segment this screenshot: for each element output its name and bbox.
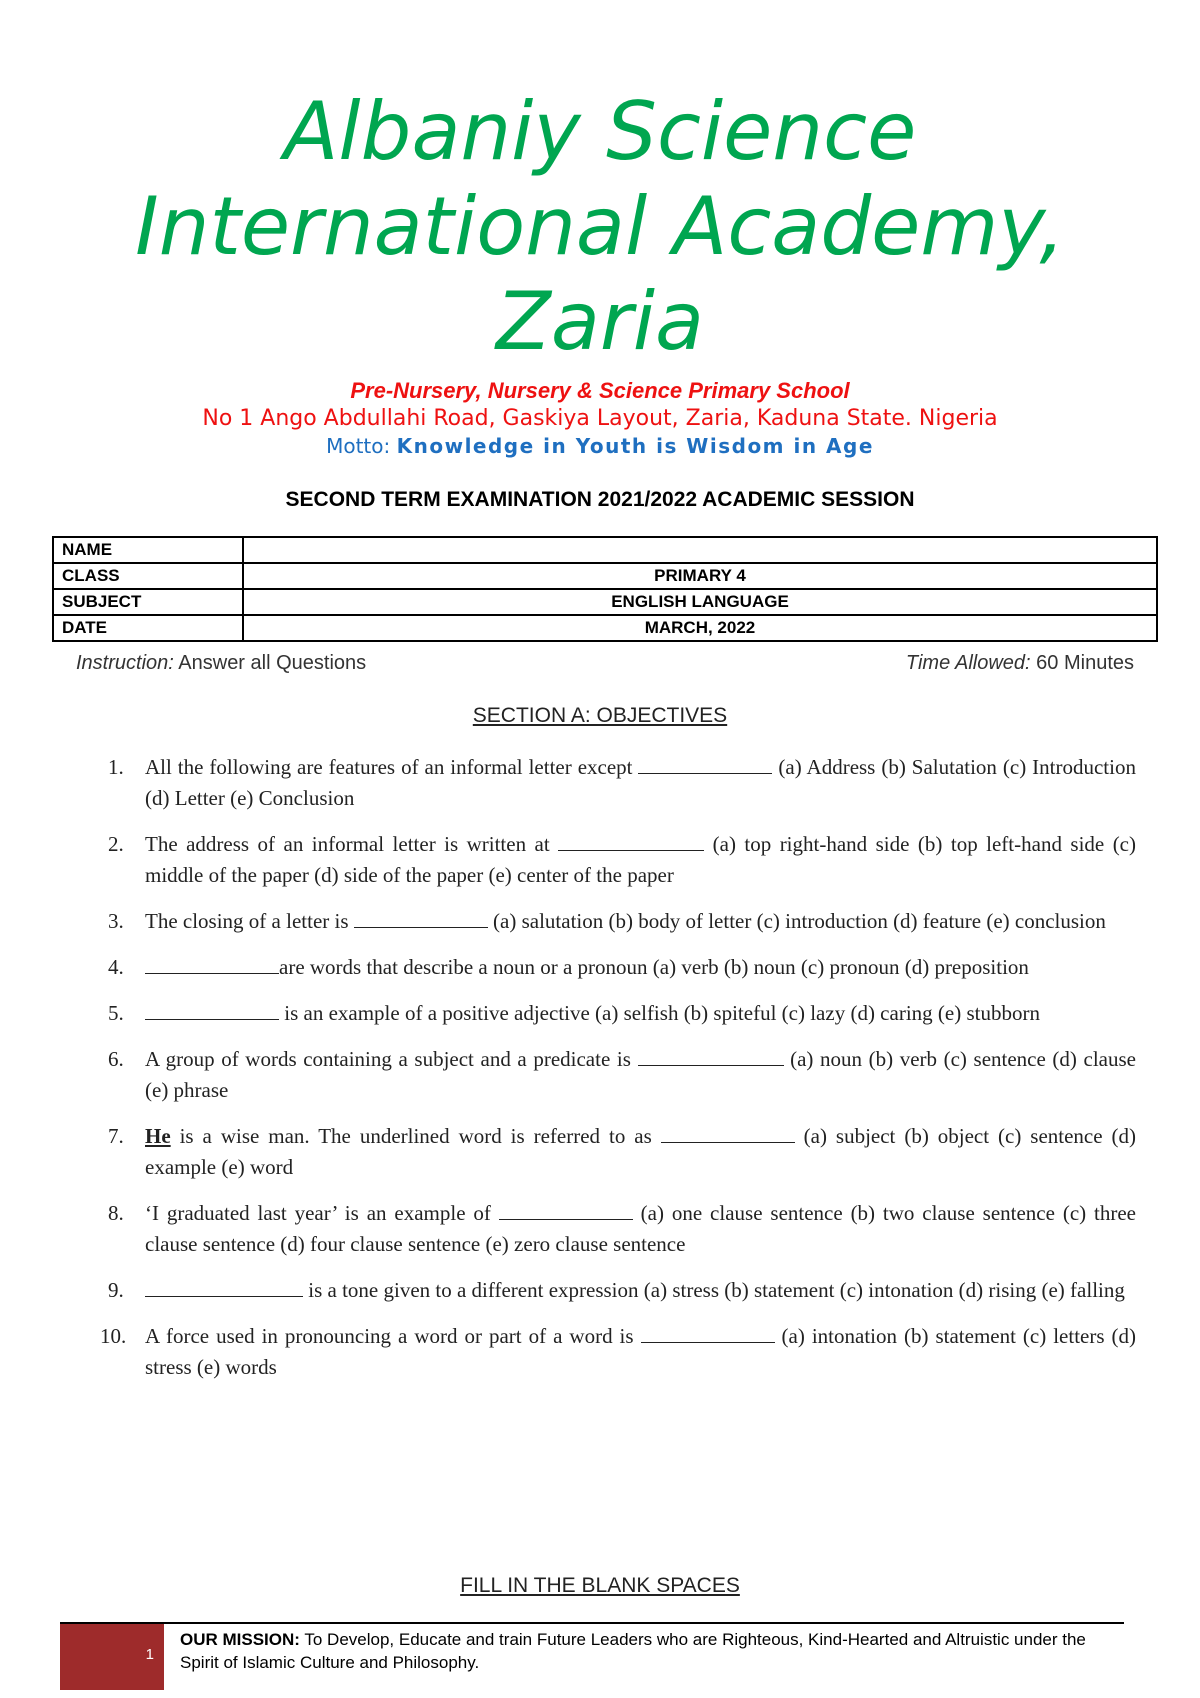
motto-label: Motto: [326, 434, 391, 458]
school-address: No 1 Ango Abdullahi Road, Gaskiya Layout, Zaria, Kaduna State. Nigeria [202, 406, 998, 431]
question-number: 6. [108, 1047, 124, 1071]
question-item [100, 752, 1136, 814]
question-text: is a wise man. The underlined word is referred to as [170, 1124, 661, 1148]
school-motto [0, 434, 1200, 458]
question-item [100, 1275, 1136, 1306]
question-text: All the following are features of an informal letter except [145, 755, 639, 779]
question-item [100, 1121, 1136, 1183]
question-list [100, 752, 1136, 1383]
question-item [100, 1044, 1136, 1106]
name-field[interactable] [243, 537, 1157, 563]
question-options: (a) subject (b) object (c) sentence (d) example (e) word [145, 1124, 1136, 1179]
info-label: CLASS [53, 563, 243, 589]
question-options: (a) noun (b) verb (c) sentence (d) clause (e) phrase [145, 1047, 1136, 1102]
question-text: A group of words containing a subject and a predicate is [145, 1047, 638, 1071]
question-options: (a) intonation (b) statement (c) letters (d) stress (e) words [145, 1324, 1137, 1379]
info-row-subject [53, 589, 1157, 615]
question-number: 5. [108, 1001, 124, 1025]
answer-blank[interactable] [354, 907, 488, 928]
school-subtitle: Pre-Nursery, Nursery & Science Primary School [350, 378, 850, 403]
student-info-table [52, 536, 1158, 642]
info-value: MARCH, 2022 [243, 615, 1157, 641]
answer-blank[interactable] [145, 1276, 303, 1297]
underlined-word: He [145, 1124, 171, 1148]
info-value: PRIMARY 4 [243, 563, 1157, 589]
question-options: (a) one clause sentence (b) two clause sentence (c) three clause sentence (d) four clause sentence (e) zero clause sentence [145, 1201, 1136, 1256]
info-row-class [53, 563, 1157, 589]
instruction [76, 652, 366, 675]
info-label: NAME [53, 537, 243, 563]
footer-divider [60, 1622, 1124, 1624]
answer-blank[interactable] [638, 1045, 784, 1066]
question-number: 7. [108, 1124, 124, 1148]
question-number: 2. [108, 832, 124, 856]
question-item [100, 1321, 1136, 1383]
page-number-box [60, 1624, 164, 1690]
mission-statement [180, 1628, 1100, 1674]
time-allowed-label: Time Allowed: [905, 652, 1031, 674]
time-allowed [906, 652, 1134, 675]
question-item [100, 906, 1136, 937]
question-options: is an example of a positive adjective (a) selfish (b) spiteful (c) lazy (d) caring (e) stubborn [279, 1001, 1040, 1025]
question-number: 1. [108, 755, 124, 779]
question-number: 9. [108, 1278, 124, 1302]
instruction-label: Instruction: [76, 652, 174, 674]
answer-blank[interactable] [145, 999, 279, 1020]
question-item [100, 952, 1136, 983]
question-number: 3. [108, 909, 124, 933]
question-item [100, 829, 1136, 891]
question-options: (a) Address (b) Salutation (c) Introduction (d) Letter (e) Conclusion [145, 755, 1136, 810]
time-allowed-text: 60 Minutes [1030, 652, 1134, 674]
question-text: ‘I graduated last year’ is an example of [145, 1201, 499, 1225]
section-b-heading: FILL IN THE BLANK SPACES [460, 1574, 740, 1597]
question-number: 10. [100, 1324, 127, 1348]
answer-blank[interactable] [638, 753, 772, 774]
answer-blank[interactable] [558, 830, 704, 851]
school-name-line-1: Albaniy Science [283, 85, 917, 178]
answer-blank[interactable] [641, 1322, 775, 1343]
info-value: ENGLISH LANGUAGE [243, 589, 1157, 615]
mission-label: OUR MISSION: [180, 1630, 300, 1649]
question-number: 4. [108, 955, 124, 979]
info-label: DATE [53, 615, 243, 641]
school-name-line-2: International Academy, [135, 180, 1065, 273]
question-item [100, 1198, 1136, 1260]
question-item [100, 998, 1136, 1029]
question-text: A force used in pronouncing a word or part of a word is [145, 1324, 641, 1348]
question-options: is a tone given to a different expression (a) stress (b) statement (c) intonation (d) rising (e) falling [303, 1278, 1125, 1302]
mission-text: To Develop, Educate and train Future Leaders who are Righteous, Kind-Hearted and Altruistic under the Spirit of Islamic Culture and Philosophy. [180, 1630, 1086, 1672]
answer-blank[interactable] [145, 953, 279, 974]
info-row-date [53, 615, 1157, 641]
answer-blank[interactable] [499, 1199, 633, 1220]
school-name-line-3: Zaria [496, 275, 704, 368]
question-text: The closing of a letter is [145, 909, 354, 933]
page-number: 1 [145, 1646, 154, 1663]
info-label: SUBJECT [53, 589, 243, 615]
info-row-name [53, 537, 1157, 563]
question-options: (a) salutation (b) body of letter (c) introduction (d) feature (e) conclusion [487, 909, 1106, 933]
question-options: (a) top right-hand side (b) top left-hand side (c) middle of the paper (d) side of the paper (e) center of the paper [145, 832, 1136, 887]
section-a-heading: SECTION A: OBJECTIVES [472, 704, 728, 727]
exam-title: SECOND TERM EXAMINATION 2021/2022 ACADEMIC SESSION [285, 488, 915, 511]
question-options: are words that describe a noun or a pronoun (a) verb (b) noun (c) pronoun (d) preposition [279, 955, 1029, 979]
instruction-text: Answer all Questions [173, 652, 367, 674]
motto-text: Knowledge in Youth is Wisdom in Age [396, 434, 874, 458]
answer-blank[interactable] [661, 1122, 795, 1143]
question-number: 8. [108, 1201, 124, 1225]
question-text: The address of an informal letter is written at [145, 832, 559, 856]
